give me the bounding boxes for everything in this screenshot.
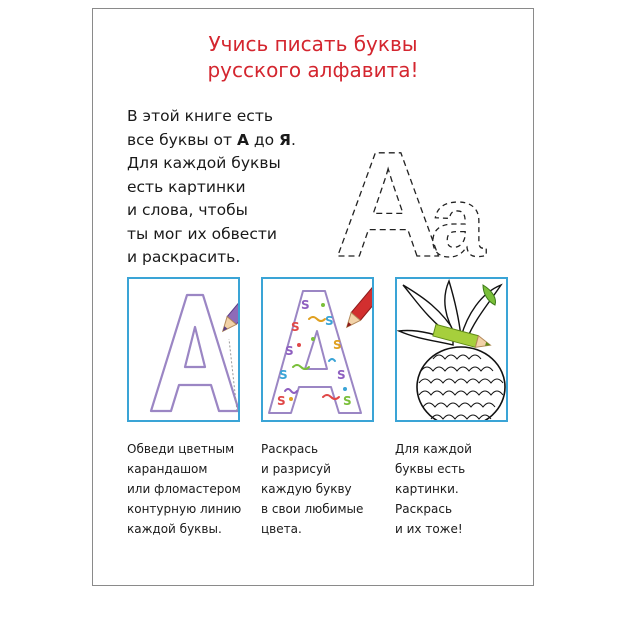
purple-pencil-icon xyxy=(218,286,240,335)
desc-1-line-4: контурную линию xyxy=(127,502,242,516)
svg-text:S: S xyxy=(337,368,346,382)
red-pencil-icon xyxy=(342,282,374,331)
desc-2-line-4: в свои любимые xyxy=(261,502,364,516)
svg-text:S: S xyxy=(279,368,288,382)
intro-line-3: Для каждой буквы xyxy=(127,154,281,172)
desc-2-line-1: Раскрась xyxy=(261,442,319,456)
book-page xyxy=(92,8,534,586)
svg-text:S: S xyxy=(301,298,310,312)
svg-text:S: S xyxy=(291,320,300,334)
svg-text:S: S xyxy=(333,338,342,352)
desc-2-line-5: цвета. xyxy=(261,522,302,536)
svg-text:S: S xyxy=(343,394,352,408)
card-2-description xyxy=(261,439,363,539)
intro-line-5: и слова, чтобы xyxy=(127,201,248,219)
desc-3-line-1: Для каждой xyxy=(395,442,472,456)
intro-line-7: и раскрасить. xyxy=(127,248,241,266)
pineapple-image xyxy=(397,279,508,422)
page-title xyxy=(93,31,533,83)
desc-3-line-2: буквы есть xyxy=(395,462,466,476)
desc-1-line-1: Обведи цветным xyxy=(127,442,235,456)
letter-ya-bold: Я xyxy=(279,130,291,149)
dashed-lowercase-a: a xyxy=(430,166,486,271)
desc-2-line-3: каждую букву xyxy=(261,482,352,496)
card-1-description xyxy=(127,439,241,539)
card-pineapple-picture xyxy=(395,277,508,422)
desc-2-line-2: и разрисуй xyxy=(261,462,331,476)
letter-a-bold: А xyxy=(236,130,249,149)
outline-letter-a-image xyxy=(129,279,240,422)
intro-line-2: все буквы от А до Я. xyxy=(127,130,296,149)
intro-line-1: В этой книге есть xyxy=(127,107,273,125)
desc-3-line-5: и их тоже! xyxy=(395,522,463,536)
title-line-1: Учись писать буквы xyxy=(208,32,418,56)
svg-text:S: S xyxy=(277,394,286,408)
desc-1-line-3: или фломастером xyxy=(127,482,241,496)
intro-line-6: ты мог их обвести xyxy=(127,224,277,243)
card-outline-letter xyxy=(127,277,240,422)
card-decorated-letter xyxy=(261,277,374,422)
dashed-uppercase-a: A xyxy=(334,121,443,271)
svg-text:S: S xyxy=(325,314,334,328)
decorated-letter-a-image xyxy=(263,279,374,422)
desc-3-line-4: Раскрась xyxy=(395,502,453,516)
dashed-letters-tracer xyxy=(328,121,508,271)
intro-text xyxy=(127,105,337,270)
desc-1-line-5: каждой буквы. xyxy=(127,522,222,536)
intro-line-4: есть картинки xyxy=(127,177,246,196)
desc-3-line-3: картинки. xyxy=(395,482,459,496)
card-3-description xyxy=(395,439,472,539)
svg-text:S: S xyxy=(285,344,294,358)
title-line-2: русского алфавита! xyxy=(207,58,419,82)
desc-1-line-2: карандашом xyxy=(127,462,208,476)
